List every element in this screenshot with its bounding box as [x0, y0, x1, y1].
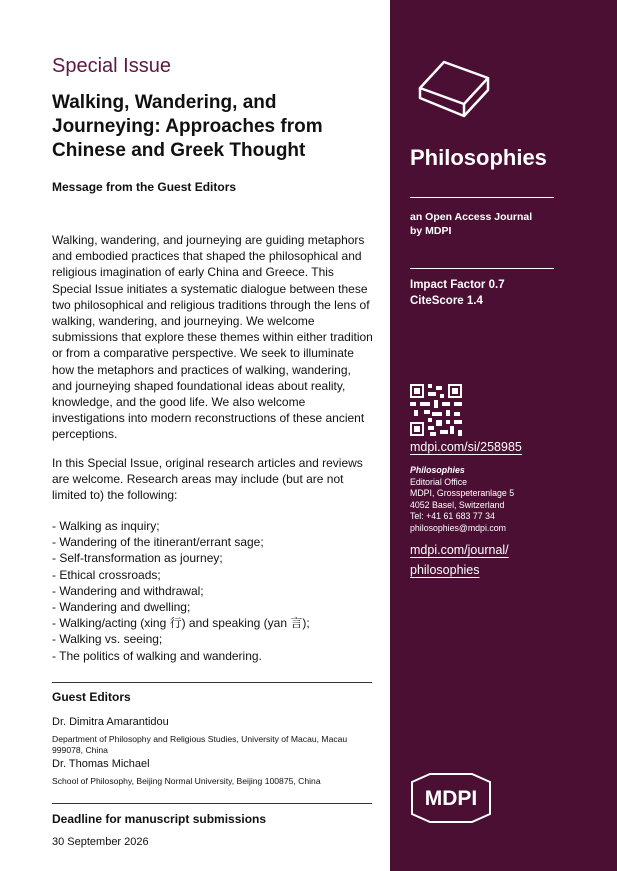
impact-factor: Impact Factor 0.7 [410, 279, 505, 291]
list-item: - Walking/acting (xing 行) and speaking (yan 言); [52, 616, 310, 631]
editorial-office [410, 465, 514, 534]
office-line: 4052 Basel, Switzerland [410, 499, 505, 510]
qr-code-icon [410, 384, 462, 436]
list-item: - Ethical crossroads; [52, 567, 161, 582]
divider [410, 268, 554, 269]
office-line: MDPI, Grosspeteranlage 5 [410, 488, 515, 498]
mdpi-logo [410, 772, 492, 824]
mdpi-logo-text: MDPI [424, 787, 478, 810]
deadline-heading: Deadline for manuscript submissions [52, 812, 267, 826]
tagline: by MDPI [410, 225, 452, 237]
journal-link[interactable]: philosophies [410, 563, 480, 577]
book-atom-icon [410, 58, 492, 120]
list-item: - Self-transformation as journey; [52, 551, 223, 566]
editor-affiliation: Department of Philosophy and Religious Studies, University of Macau, Macau 999078, China [52, 734, 348, 755]
office-line: Editorial Office [410, 476, 468, 487]
message-heading: Message from the Guest Editors [52, 180, 237, 194]
list-item: - Walking as inquiry; [52, 519, 160, 533]
topics-list [52, 518, 374, 664]
special-issue-label: Special Issue [52, 55, 171, 77]
divider [52, 682, 372, 683]
intro-paragraph: Walking, wandering, and journeying are guiding metaphors and embodied practices that shaped the philosophical and religious imagination of early China and Greece. This Special Issue initiates a systematic dialogue between these two philosophical and religious traditions through the lens of walking, wandering, and journeying. We welcome submissions that explore these themes within either tradition or from a comparative perspective. We seek to illuminate how the metaphors and practices of walking, wandering, and journeying shaped foundational ideas about reality, knowledge, and the good life. We also welcome investigations into modern reconstructions of these ancient perceptions. [52, 233, 373, 442]
journal-name: Philosophies [410, 145, 547, 170]
research-areas-paragraph: In this Special Issue, original research articles and reviews are welcome. Research areas may include (but are not limited to) the following: [52, 456, 363, 503]
list-item: - Wandering and withdrawal; [52, 583, 204, 598]
list-item: - The politics of walking and wandering. [52, 648, 262, 663]
deadline-date: 30 September 2026 [52, 836, 149, 848]
divider [410, 197, 554, 198]
editor-name: Dr. Dimitra Amarantidou [52, 716, 169, 728]
editor-name: Dr. Thomas Michael [52, 758, 150, 770]
page-title: Walking, Wandering, and Journeying: Approaches from Chinese and Greek Thought [52, 92, 323, 161]
special-issue-link[interactable]: mdpi.com/si/258985 [410, 440, 522, 454]
list-item: - Walking vs. seeing; [52, 632, 163, 647]
office-line: Tel: +41 61 683 77 34 [410, 511, 495, 521]
divider [52, 803, 372, 804]
office-email[interactable]: philosophies@mdpi.com [410, 522, 506, 533]
tagline: an Open Access Journal [410, 211, 533, 223]
list-item: - Wandering of the itinerant/errant sage; [52, 535, 264, 550]
list-item: - Wandering and dwelling; [52, 600, 191, 615]
citescore: CiteScore 1.4 [410, 295, 483, 307]
guest-editors-heading: Guest Editors [52, 690, 131, 704]
journal-link[interactable]: mdpi.com/journal/ [410, 543, 509, 557]
office-journal: Philosophies [410, 465, 465, 475]
editor-affiliation: School of Philosophy, Beijing Normal University, Beijing 100875, China [52, 776, 321, 786]
